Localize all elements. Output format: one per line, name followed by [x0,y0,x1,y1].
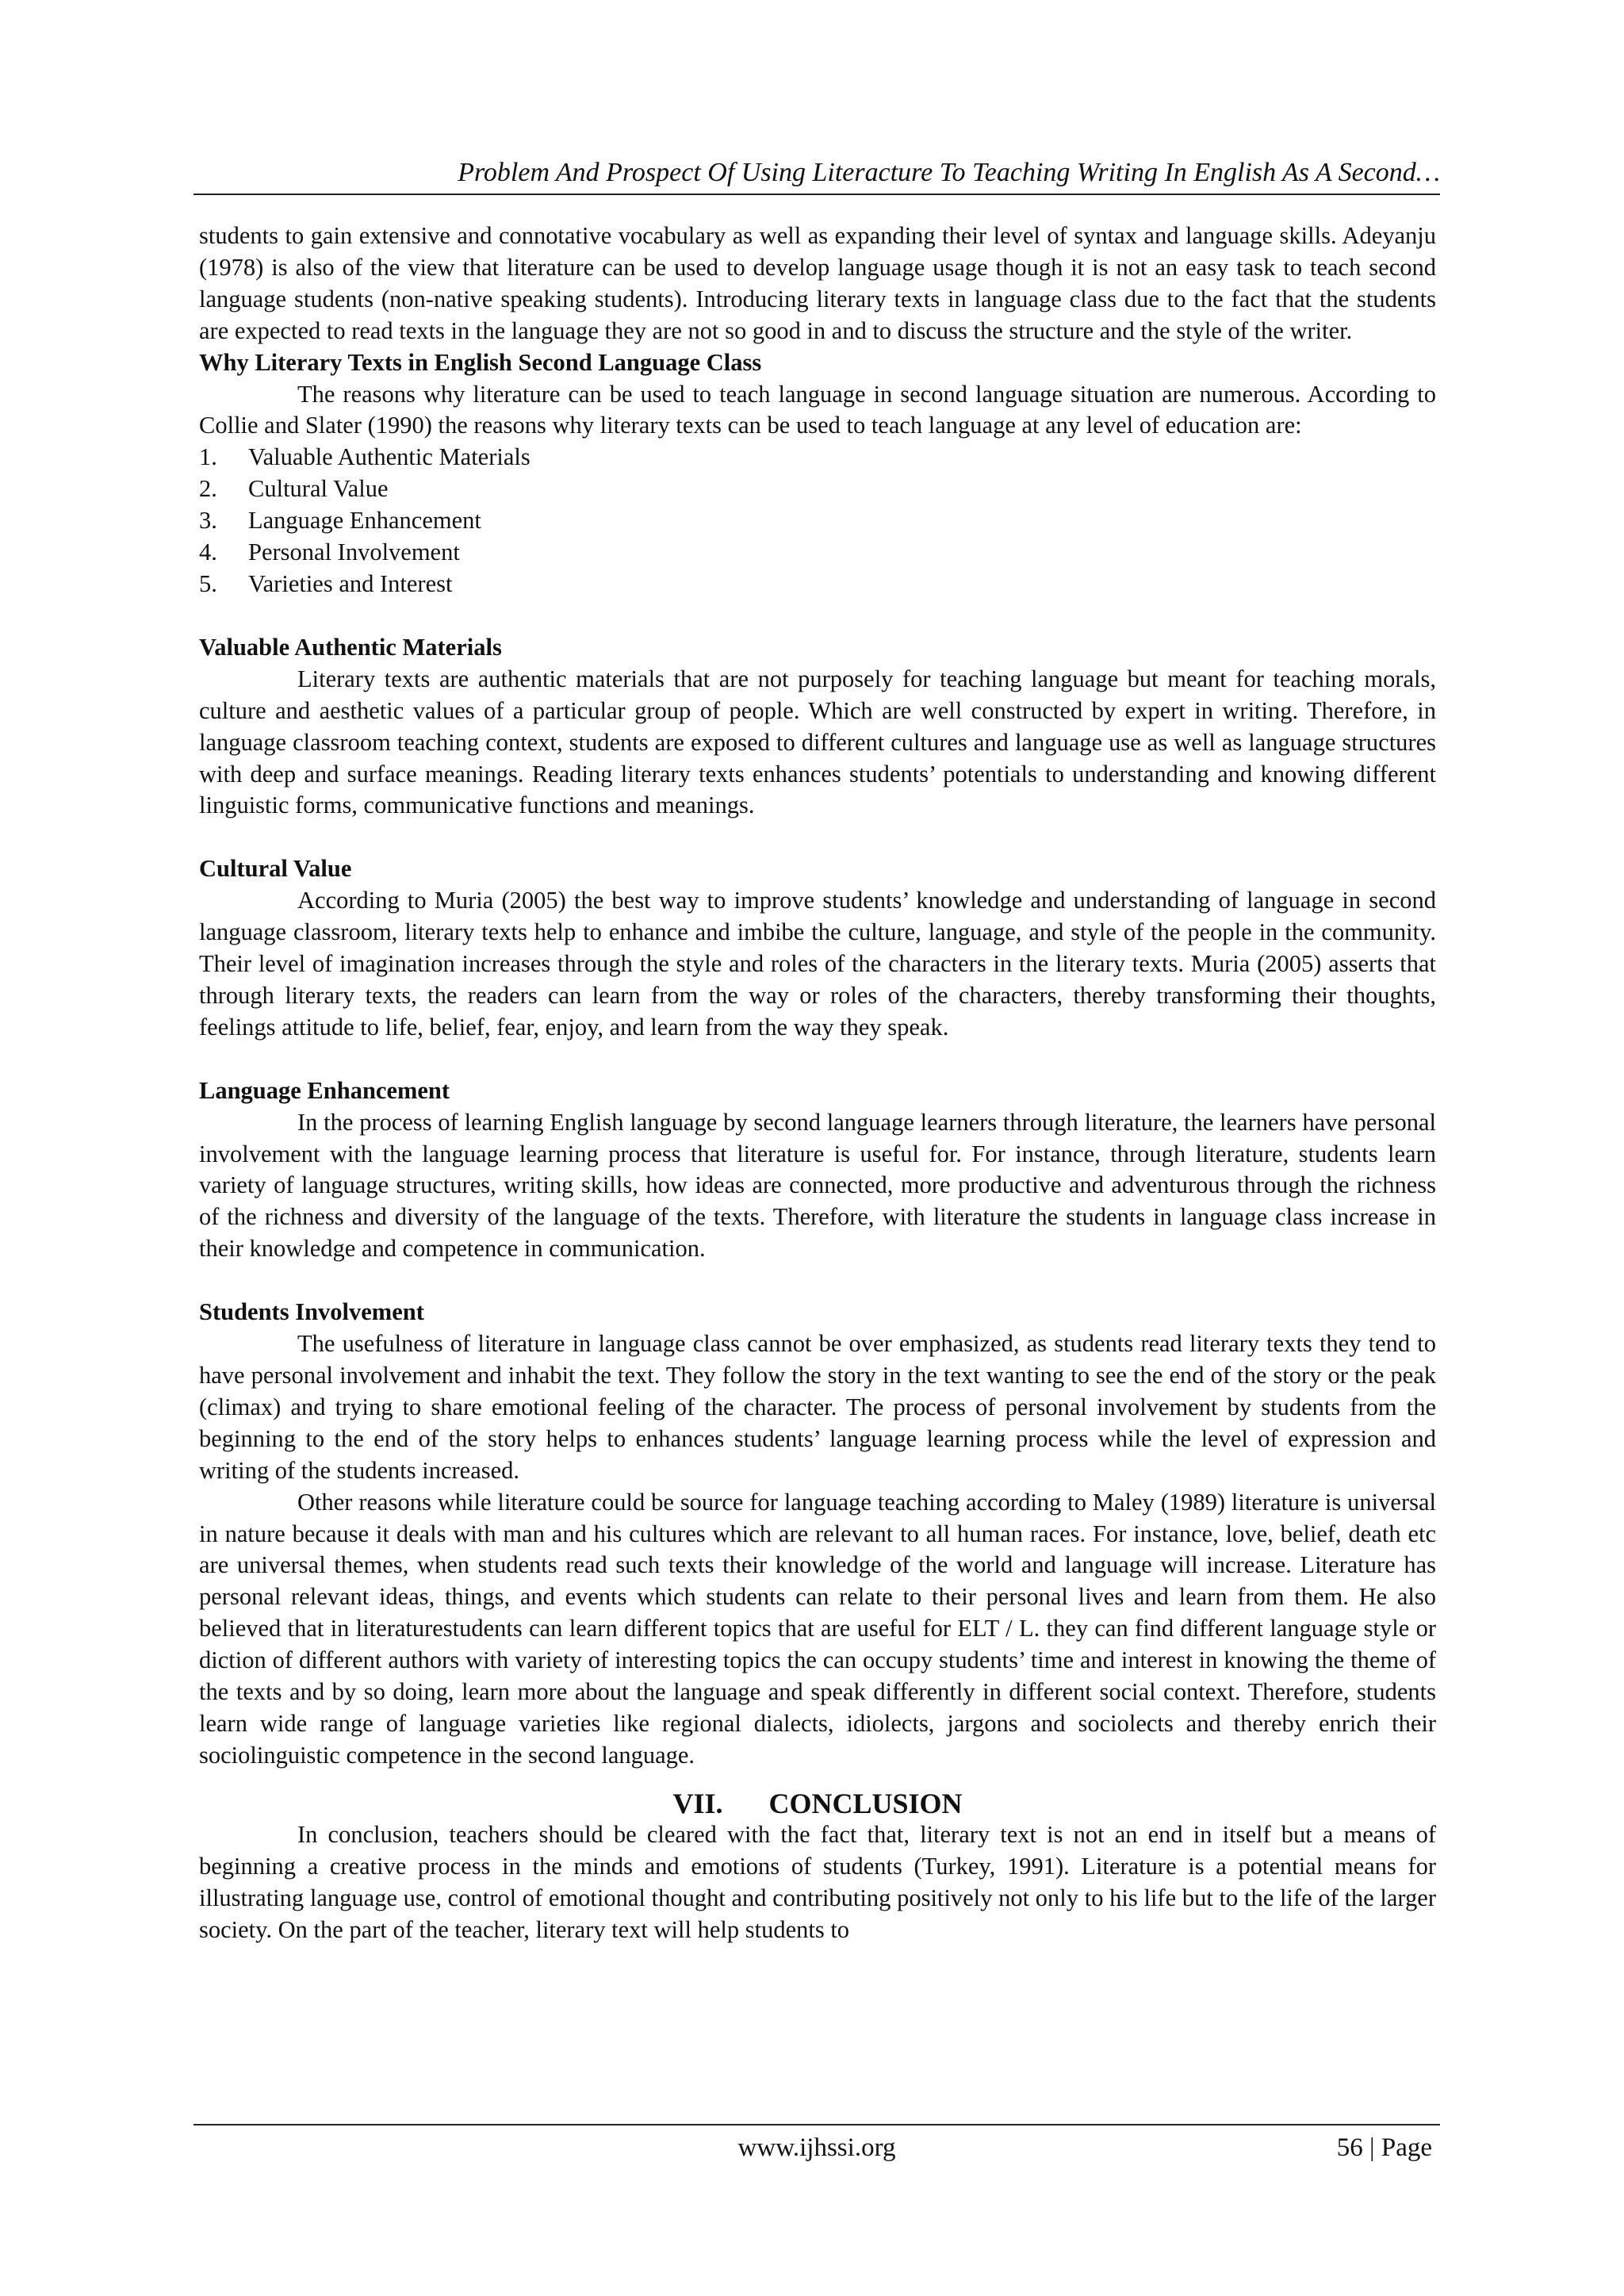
list-item [199,505,1436,537]
conclusion-heading [199,1788,1436,1819]
students-involvement-heading: Students Involvement [199,1298,424,1326]
why-literary-texts-paragraph: The reasons why literature can be used to teach language in second language situation are numerous. According to Collie and Slater (1990) the reasons why literary texts can be used to teach language at any level of education are: [199,380,1436,439]
list-item-text: Personal Involvement [248,539,460,566]
list-item [199,537,1436,569]
intro-paragraph: students to gain extensive and connotative vocabulary as well as expanding their level of syntax and language skills. Adeyanju (1978) is also of the view that literature can be used to develop language usage though it is not an easy task to teach second language students (non-native speaking students). Introducing literary texts in language class due to the fact that the students are expected to read texts in the language they are not so good in and to discuss the structure and the style of the writer. [199,222,1436,344]
why-literary-texts-heading: Why Literary Texts in English Second Language Class [199,348,762,376]
list-item-text: Varieties and Interest [248,569,453,597]
conclusion-paragraph: In conclusion, teachers should be cleared with the fact that, literary text is not an end in itself but a means of beginning a creative process in the minds and emotions of students (Turkey, 1991). Literature is a potential means for illustrating language use, control of emotional thought and contributing positively not only to his life but to the life of the larger society. On the part of the teacher, literary text will help students to [199,1820,1436,1943]
language-enhancement-paragraph: In the process of learning English language by second language learners through literature, the learners have personal involvement with the language learning process that literature is useful for. For instance, through literature, students learn variety of language structures, writing skills, how ideas are connected, more productive and adventurous through the richness of the richness and diversity of the language of the texts. Therefore, with literature the students in language class increase in their knowledge and competence in communication. [199,1108,1436,1263]
section-title: CONCLUSION [768,1787,963,1819]
list-item-number: 5. [199,569,217,597]
list-item [199,473,1436,505]
authentic-materials-heading: Valuable Authentic Materials [199,633,502,661]
list-item-text: Valuable Authentic Materials [248,443,530,471]
journal-url: www.ijhssi.org [737,2133,896,2162]
authentic-materials-paragraph: Literary texts are authentic materials that are not purposely for teaching language but meant for teaching morals, culture and aesthetic values of a particular group of people. Which are well constructed by expert in writing. Therefore, in language classroom teaching context, students are exposed to different cultures and language use as well as language structures with deep and surface meanings. Reading literary texts enhances students’ potentials to understanding and knowing different linguistic forms, communicative functions and meanings. [199,665,1436,819]
running-header [193,155,1440,195]
language-enhancement-heading: Language Enhancement [199,1076,450,1104]
list-item-text: Language Enhancement [248,507,481,535]
list-item-number: 3. [199,507,217,535]
list-item-number: 4. [199,539,217,566]
list-item-text: Cultural Value [248,475,389,503]
section-number: VII. [672,1787,723,1819]
reasons-list [199,442,1436,600]
page-number: 56 | Page [1336,2133,1432,2162]
list-item-number: 1. [199,443,217,471]
page-footer [193,2124,1440,2167]
other-reasons-paragraph: Other reasons while literature could be source for language teaching according to Maley (1989) literature is universal in nature because it deals with man and his cultures which are relevant to all human races. For instance, love, belief, death etc are universal themes, when students read such texts their knowledge of the world and language will increase. Literature has personal relevant ideas, things, and events which students can relate to their personal lives and learn from them. He also believed that in literaturestudents can learn different topics that are useful for ELT / L. they can find different language style or diction of different authors with variety of interesting topics the can occupy students’ time and interest in knowing the theme of the texts and by so doing, learn more about the language and speak differently in different social context. Therefore, students learn wide range of language varieties like regional dialects, idiolects, jargons and sociolects and thereby enrich their sociolinguistic competence in the second language. [199,1488,1436,1769]
article-body [199,220,1436,1945]
list-item [199,442,1436,473]
list-item [199,569,1436,600]
running-header-title: Problem And Prospect Of Using Literacture To Teaching Writing In English As A Second… [458,158,1440,187]
cultural-value-heading: Cultural Value [199,855,352,883]
students-involvement-paragraph: The usefulness of literature in language class cannot be over emphasized, as students read literary texts they tend to have personal involvement and inhabit the text. They follow the story in the text wanting to see the end of the story or the peak (climax) and trying to share emotional feeling of the character. The process of personal involvement by students from the beginning to the end of the story helps to enhances students’ language learning process while the level of expression and writing of the students increased. [199,1330,1436,1484]
cultural-value-paragraph: According to Muria (2005) the best way to improve students’ knowledge and understanding of language in second language classroom, literary texts help to enhance and imbibe the culture, language, and style of the people in the community. Their level of imagination increases through the style and roles of the characters in the literary texts. Muria (2005) asserts that through literary texts, the readers can learn from the way or roles of the characters, thereby transforming their thoughts, feelings attitude to life, belief, fear, enjoy, and learn from the way they speak. [199,887,1436,1041]
list-item-number: 2. [199,475,217,503]
